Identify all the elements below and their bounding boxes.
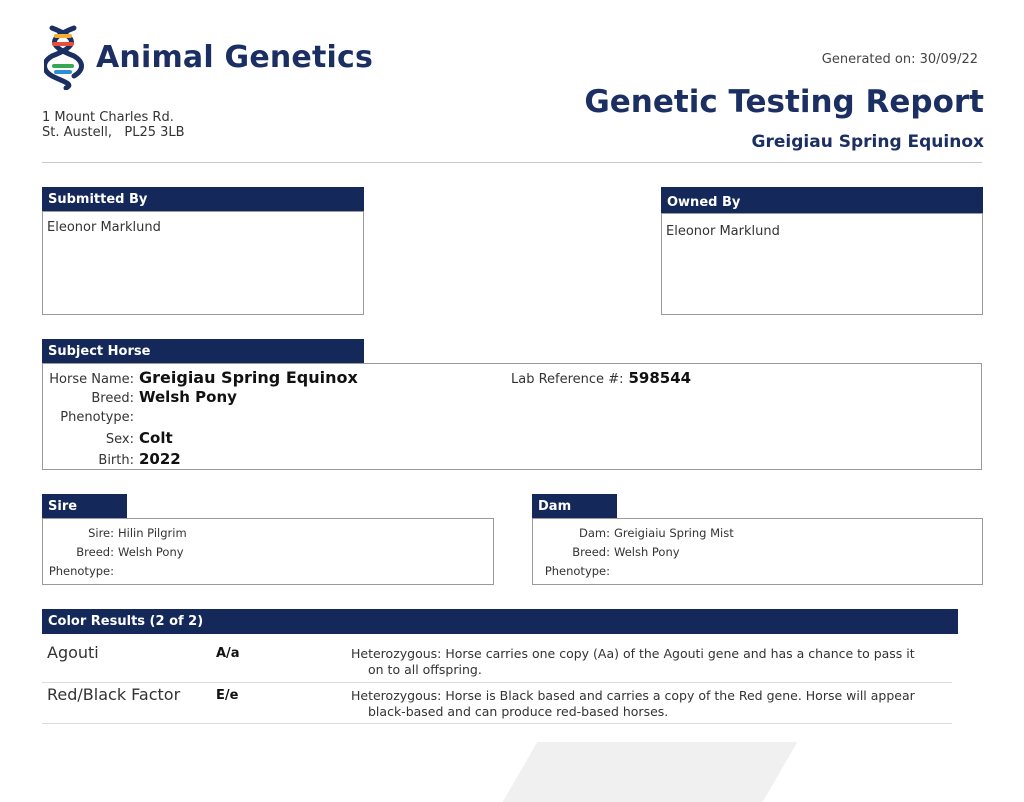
breed-label: Breed: [91,391,134,406]
report-title: Genetic Testing Report [584,84,984,120]
lab-reference-value: 598544 [628,369,692,387]
color-results-heading: Color Results (2 of 2) [42,609,958,634]
sex-label: Sex: [105,432,134,447]
sire-breed-row [46,545,184,559]
dam-breed-row [542,545,680,559]
result-description-line: black-based and can produce red-based horses. [368,704,669,719]
birth-label: Birth: [98,453,134,468]
company-address [42,110,185,140]
report-subtitle: Greigiau Spring Equinox [751,132,984,152]
result-gene-name: Red/Black Factor [47,685,181,704]
dam-phenotype-row [542,564,614,578]
birth-value: 2022 [139,450,181,468]
result-description [351,688,915,720]
horse-name-row [46,368,358,387]
address-line-1: 1 Mount Charles Rd. [42,110,174,125]
sire-breed-value: Welsh Pony [118,545,184,559]
watermark-shape [503,742,798,802]
birth-row [46,450,181,468]
dam-name-row [542,526,734,540]
sire-phenotype-label: Phenotype: [48,564,114,578]
header-divider [42,162,982,163]
generated-date: Generated on: 30/09/22 [821,52,978,67]
breed-row [46,388,237,406]
sire-name-label: Sire: [88,526,114,540]
subject-horse-heading: Subject Horse [42,339,364,363]
lab-reference-label: Lab Reference #: [511,372,624,387]
sex-value: Colt [139,429,173,447]
dam-name-label: Dam: [579,526,610,540]
result-description-line: Heterozygous: Horse is Black based and carries a copy of the Red gene. Horse will appear [351,688,915,703]
lab-reference-row [511,369,691,387]
sire-name-row [46,526,187,540]
result-row-divider [42,723,952,724]
dna-helix-icon [44,24,84,90]
horse-name-value: Greigiau Spring Equinox [139,368,358,387]
result-description-line: Heterozygous: Horse carries one copy (Aa) of the Agouti gene and has a chance to pass it [351,646,915,661]
brand-name: Animal Genetics [96,39,374,75]
address-line-2: St. Austell, PL25 3LB [42,125,185,140]
dam-breed-value: Welsh Pony [614,545,680,559]
sire-heading: Sire [42,494,127,518]
result-genotype: A/a [216,646,240,661]
submitted-by-name: Eleonor Marklund [47,220,161,235]
phenotype-label: Phenotype: [60,410,134,425]
result-description-line: on to all offspring. [368,662,482,677]
result-genotype: E/e [216,688,239,703]
phenotype-row [46,410,139,425]
owned-by-heading: Owned By [661,187,983,213]
sex-row [46,429,173,447]
company-logo [44,24,373,90]
sire-breed-label: Breed: [76,545,114,559]
dam-heading: Dam [532,494,617,518]
owned-by-name: Eleonor Marklund [666,224,780,239]
breed-value: Welsh Pony [139,388,237,406]
dam-breed-label: Breed: [572,545,610,559]
sire-phenotype-row [46,564,118,578]
result-description [351,646,915,678]
result-row-divider [42,682,952,683]
dam-name-value: Greigiaiu Spring Mist [614,526,734,540]
dam-phenotype-label: Phenotype: [544,564,610,578]
sire-name-value: Hilin Pilgrim [118,526,187,540]
horse-name-label: Horse Name: [49,372,134,387]
submitted-by-heading: Submitted By [42,187,364,211]
result-gene-name: Agouti [47,643,99,662]
